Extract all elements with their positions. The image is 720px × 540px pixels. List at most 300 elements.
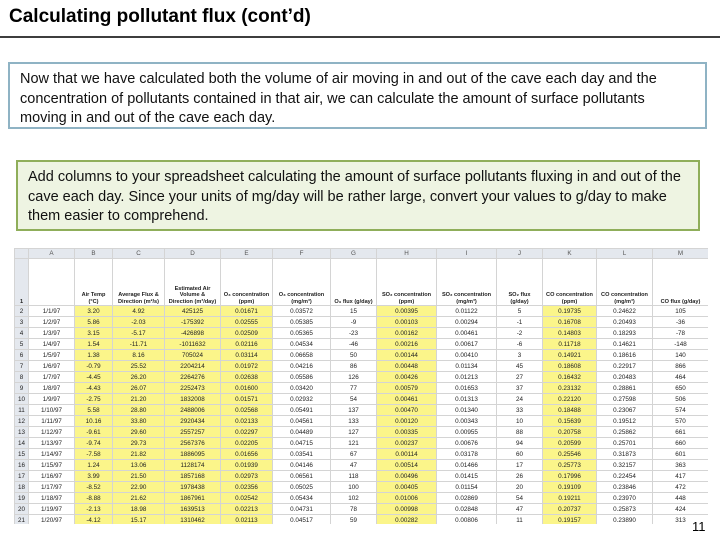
data-cell: -9.61 [75, 427, 113, 438]
data-cell: 5 [497, 306, 543, 317]
data-cell: 0.00998 [377, 504, 437, 515]
data-cell: -0.79 [75, 361, 113, 372]
data-cell: 0.01571 [221, 394, 273, 405]
data-cell: 0.15639 [543, 416, 597, 427]
data-cell: 0.02205 [221, 438, 273, 449]
data-cell: 3.99 [75, 471, 113, 482]
data-cell: 10.16 [75, 416, 113, 427]
title-underline [0, 36, 720, 38]
data-cell: 0.04715 [273, 438, 331, 449]
data-cell: 0.03572 [273, 306, 331, 317]
data-cell: 0.22454 [597, 471, 653, 482]
table-row [15, 361, 709, 372]
data-cell: 464 [653, 372, 709, 383]
date-cell: 1/7/97 [29, 372, 75, 383]
data-cell: 417 [653, 471, 709, 482]
column-letter: G [331, 249, 377, 259]
row-number: 17 [15, 471, 29, 482]
data-cell: 0.02113 [221, 515, 273, 525]
data-cell: 0.20599 [543, 438, 597, 449]
data-cell: 1886095 [165, 449, 221, 460]
data-cell: 472 [653, 482, 709, 493]
data-cell: 2567376 [165, 438, 221, 449]
data-cell: 0.00448 [377, 361, 437, 372]
data-cell: 0.00162 [377, 328, 437, 339]
data-cell: 0.00617 [437, 339, 497, 350]
data-cell: 0.00496 [377, 471, 437, 482]
spreadsheet-body [15, 249, 709, 525]
data-cell: 0.03178 [437, 449, 497, 460]
data-cell: 0.00470 [377, 405, 437, 416]
data-cell: -11.71 [113, 339, 165, 350]
data-cell: 47 [331, 460, 377, 471]
row-number: 1 [15, 259, 29, 306]
row-number: 14 [15, 438, 29, 449]
data-cell: 26 [497, 471, 543, 482]
date-cell: 1/3/97 [29, 328, 75, 339]
data-cell: 0.03114 [221, 350, 273, 361]
data-cell: 0.00343 [437, 416, 497, 427]
data-cell: 0.01415 [437, 471, 497, 482]
data-cell: -2.13 [75, 504, 113, 515]
date-cell: 1/15/97 [29, 460, 75, 471]
data-cell: -36 [653, 317, 709, 328]
data-cell: 13.06 [113, 460, 165, 471]
row-number: 15 [15, 449, 29, 460]
table-row [15, 449, 709, 460]
data-cell: 0.04146 [273, 460, 331, 471]
column-letter: M [653, 249, 709, 259]
data-cell: 0.23067 [597, 405, 653, 416]
data-cell: 25.52 [113, 361, 165, 372]
date-cell: 1/13/97 [29, 438, 75, 449]
data-cell: 137 [331, 405, 377, 416]
data-cell: 0.02356 [221, 482, 273, 493]
data-cell: 0.01006 [377, 493, 437, 504]
date-cell: 1/5/97 [29, 350, 75, 361]
data-cell: 0.06561 [273, 471, 331, 482]
data-cell: 0.19512 [597, 416, 653, 427]
data-cell: 0.01466 [437, 460, 497, 471]
data-cell: 0.18608 [543, 361, 597, 372]
table-row [15, 372, 709, 383]
data-cell: 105 [653, 306, 709, 317]
column-letter: B [75, 249, 113, 259]
data-cell: 0.01939 [221, 460, 273, 471]
data-cell: 54 [497, 493, 543, 504]
data-cell: -6 [497, 339, 543, 350]
date-cell: 1/18/97 [29, 493, 75, 504]
data-cell: 0.27598 [597, 394, 653, 405]
date-cell: 1/19/97 [29, 504, 75, 515]
data-cell: 5.58 [75, 405, 113, 416]
data-cell: 0.04489 [273, 427, 331, 438]
data-cell: 0.25773 [543, 460, 597, 471]
data-cell: 54 [331, 394, 377, 405]
data-cell: 0.05385 [273, 317, 331, 328]
row-number: 6 [15, 350, 29, 361]
data-cell: 0.02116 [221, 339, 273, 350]
data-cell: 0.01671 [221, 306, 273, 317]
data-cell: 3 [497, 350, 543, 361]
data-cell: 86 [331, 361, 377, 372]
data-cell: 118 [331, 471, 377, 482]
data-cell: 0.02848 [437, 504, 497, 515]
date-cell: 1/17/97 [29, 482, 75, 493]
data-cell: 0.04561 [273, 416, 331, 427]
row-number: 16 [15, 460, 29, 471]
data-cell: 0.00461 [437, 328, 497, 339]
data-cell: 574 [653, 405, 709, 416]
data-cell: 77 [331, 383, 377, 394]
column-header: SO₂ flux (g/day) [497, 259, 543, 306]
data-cell: 3.20 [75, 306, 113, 317]
data-cell: 2204214 [165, 361, 221, 372]
data-cell: -78 [653, 328, 709, 339]
row-number: 8 [15, 372, 29, 383]
data-cell: 0.23890 [597, 515, 653, 525]
table-row [15, 515, 709, 525]
data-cell: 21.20 [113, 394, 165, 405]
data-cell: 0.02638 [221, 372, 273, 383]
data-cell: 650 [653, 383, 709, 394]
column-header: CO concentration (mg/m³) [597, 259, 653, 306]
data-cell: 0.01600 [221, 383, 273, 394]
date-cell: 1/1/97 [29, 306, 75, 317]
date-cell: 1/2/97 [29, 317, 75, 328]
data-cell: 0.05365 [273, 328, 331, 339]
data-cell: 60 [497, 449, 543, 460]
data-cell: 0.20737 [543, 504, 597, 515]
data-cell: 0.02932 [273, 394, 331, 405]
data-cell: 1832008 [165, 394, 221, 405]
data-cell: 0.00282 [377, 515, 437, 525]
data-cell: 102 [331, 493, 377, 504]
column-header: SO₂ concentration (mg/m³) [437, 259, 497, 306]
data-cell: 126 [331, 372, 377, 383]
table-row [15, 493, 709, 504]
data-cell: 0.04517 [273, 515, 331, 525]
data-cell: 0.31873 [597, 449, 653, 460]
column-header: CO flux (g/day) [653, 259, 709, 306]
data-cell: -148 [653, 339, 709, 350]
data-cell: 0.19109 [543, 482, 597, 493]
data-cell: 0.01134 [437, 361, 497, 372]
table-row [15, 416, 709, 427]
data-cell: -2 [497, 328, 543, 339]
row-number: 21 [15, 515, 29, 525]
column-header: SO₂ concentration (ppm) [377, 259, 437, 306]
data-cell: 2920434 [165, 416, 221, 427]
date-cell: 1/12/97 [29, 427, 75, 438]
data-cell: -9.74 [75, 438, 113, 449]
data-cell: 0.01972 [221, 361, 273, 372]
data-cell: 0.25862 [597, 427, 653, 438]
date-cell: 1/14/97 [29, 449, 75, 460]
data-cell: 0.23970 [597, 493, 653, 504]
data-cell: 33.80 [113, 416, 165, 427]
table-row [15, 438, 709, 449]
data-cell: -5.17 [113, 328, 165, 339]
column-letter: H [377, 249, 437, 259]
column-letter: I [437, 249, 497, 259]
data-cell: 0.05434 [273, 493, 331, 504]
table-row [15, 317, 709, 328]
data-cell: -7.58 [75, 449, 113, 460]
data-cell: -1011632 [165, 339, 221, 350]
data-cell: 18.98 [113, 504, 165, 515]
data-cell: 0.18293 [597, 328, 653, 339]
data-cell: 1978438 [165, 482, 221, 493]
data-cell: -2.03 [113, 317, 165, 328]
data-cell: 0.02869 [437, 493, 497, 504]
data-cell: 0.00410 [437, 350, 497, 361]
row-number: 2 [15, 306, 29, 317]
data-cell: 0.19211 [543, 493, 597, 504]
row-number: 9 [15, 383, 29, 394]
data-cell: 0.17996 [543, 471, 597, 482]
data-cell: 0.25546 [543, 449, 597, 460]
data-cell: 88 [497, 427, 543, 438]
data-cell: 3.15 [75, 328, 113, 339]
table-row [15, 482, 709, 493]
column-letter: A [29, 249, 75, 259]
row-number: 4 [15, 328, 29, 339]
table-row [15, 504, 709, 515]
column-header [29, 259, 75, 306]
data-cell: 0.00461 [377, 394, 437, 405]
data-cell: 0.24622 [597, 306, 653, 317]
data-cell: -2.75 [75, 394, 113, 405]
data-cell: 0.22120 [543, 394, 597, 405]
data-cell: 0.16432 [543, 372, 597, 383]
date-cell: 1/20/97 [29, 515, 75, 525]
data-cell: -46 [331, 339, 377, 350]
column-letter: K [543, 249, 597, 259]
row-number: 20 [15, 504, 29, 515]
row-number: 7 [15, 361, 29, 372]
data-cell: 0.16708 [543, 317, 597, 328]
data-cell: 0.28861 [597, 383, 653, 394]
data-cell: 0.00426 [377, 372, 437, 383]
data-cell: 1639513 [165, 504, 221, 515]
data-cell: -4.45 [75, 372, 113, 383]
data-cell: -9 [331, 317, 377, 328]
data-cell: 0.11718 [543, 339, 597, 350]
intro-text-box: Now that we have calculated both the volume of air moving in and out of the cave each day and the concentration of pollutants contained in that air, we can calculate the amount of surface pollutants moving in and out of the cave each day. [8, 62, 707, 129]
column-header: O₃ concentration (mg/m³) [273, 259, 331, 306]
column-header: CO concentration (ppm) [543, 259, 597, 306]
data-cell: 24 [497, 394, 543, 405]
data-cell: -1 [497, 317, 543, 328]
data-cell: -426898 [165, 328, 221, 339]
table-row [15, 427, 709, 438]
data-cell: 0.22917 [597, 361, 653, 372]
data-cell: 78 [331, 504, 377, 515]
data-cell: 0.03420 [273, 383, 331, 394]
data-cell: 0.23132 [543, 383, 597, 394]
column-header: Air Temp (°C) [75, 259, 113, 306]
data-cell: 59 [331, 515, 377, 525]
data-cell: 21.50 [113, 471, 165, 482]
data-cell: 15 [331, 306, 377, 317]
data-cell: 0.01340 [437, 405, 497, 416]
data-cell: 0.00806 [437, 515, 497, 525]
data-cell: -175392 [165, 317, 221, 328]
data-cell: 660 [653, 438, 709, 449]
data-cell: 140 [653, 350, 709, 361]
column-letter: E [221, 249, 273, 259]
column-letter: L [597, 249, 653, 259]
data-cell: 0.25701 [597, 438, 653, 449]
data-cell: 0.14921 [543, 350, 597, 361]
data-cell: 27 [497, 372, 543, 383]
data-cell: 0.06658 [273, 350, 331, 361]
table-row [15, 394, 709, 405]
column-letter: C [113, 249, 165, 259]
data-cell: -23 [331, 328, 377, 339]
table-row [15, 328, 709, 339]
data-cell: 45 [497, 361, 543, 372]
data-cell: 0.32157 [597, 460, 653, 471]
data-cell: 424 [653, 504, 709, 515]
data-cell: 94 [497, 438, 543, 449]
data-cell: -4.12 [75, 515, 113, 525]
data-cell: 0.05586 [273, 372, 331, 383]
data-cell: 0.02213 [221, 504, 273, 515]
column-header: Estimated Air Volume & Direction (m³/day) [165, 259, 221, 306]
data-cell: 26.20 [113, 372, 165, 383]
data-cell: 0.02973 [221, 471, 273, 482]
data-cell: 26.07 [113, 383, 165, 394]
data-cell: -4.43 [75, 383, 113, 394]
data-cell: 29.73 [113, 438, 165, 449]
data-cell: 0.02555 [221, 317, 273, 328]
table-row [15, 460, 709, 471]
data-cell: 1.54 [75, 339, 113, 350]
data-cell: 127 [331, 427, 377, 438]
data-cell: 0.00579 [377, 383, 437, 394]
data-cell: 21.62 [113, 493, 165, 504]
data-cell: 0.05025 [273, 482, 331, 493]
data-cell: 0.00395 [377, 306, 437, 317]
data-cell: 0.23846 [597, 482, 653, 493]
column-letter: D [165, 249, 221, 259]
data-cell: 0.14621 [597, 339, 653, 350]
data-cell: 1.38 [75, 350, 113, 361]
data-cell: 425125 [165, 306, 221, 317]
data-cell: 0.00216 [377, 339, 437, 350]
data-cell: 1857168 [165, 471, 221, 482]
data-cell: 4.92 [113, 306, 165, 317]
data-cell: 2264276 [165, 372, 221, 383]
data-cell: 0.20493 [597, 317, 653, 328]
table-row [15, 350, 709, 361]
data-cell: 363 [653, 460, 709, 471]
data-cell: 0.02509 [221, 328, 273, 339]
data-cell: 20 [497, 482, 543, 493]
data-cell: 50 [331, 350, 377, 361]
data-cell: 506 [653, 394, 709, 405]
data-cell: 2488006 [165, 405, 221, 416]
data-cell: 1.24 [75, 460, 113, 471]
data-cell: 0.00335 [377, 427, 437, 438]
date-cell: 1/4/97 [29, 339, 75, 350]
data-cell: 0.02297 [221, 427, 273, 438]
data-cell: 0.02542 [221, 493, 273, 504]
data-cell: 0.02568 [221, 405, 273, 416]
data-cell: 1867961 [165, 493, 221, 504]
column-header: Average Flux & Direction (m²/s) [113, 259, 165, 306]
data-cell: 0.03541 [273, 449, 331, 460]
column-header: O₃ concentration (ppm) [221, 259, 273, 306]
data-cell: 0.25873 [597, 504, 653, 515]
data-cell: 448 [653, 493, 709, 504]
data-cell: 2557257 [165, 427, 221, 438]
data-cell: 0.18488 [543, 405, 597, 416]
data-cell: 0.00114 [377, 449, 437, 460]
column-letter: J [497, 249, 543, 259]
row-number: 5 [15, 339, 29, 350]
data-cell: 0.00514 [377, 460, 437, 471]
data-cell: -8.88 [75, 493, 113, 504]
data-cell: 570 [653, 416, 709, 427]
data-cell: 0.00120 [377, 416, 437, 427]
data-cell: 0.20483 [597, 372, 653, 383]
data-cell: 0.05491 [273, 405, 331, 416]
data-cell: 0.02133 [221, 416, 273, 427]
data-cell: 21.82 [113, 449, 165, 460]
data-cell: 661 [653, 427, 709, 438]
table-row [15, 339, 709, 350]
corner-cell [15, 249, 29, 259]
data-cell: 33 [497, 405, 543, 416]
spreadsheet [14, 248, 708, 524]
data-cell: 0.00294 [437, 317, 497, 328]
data-cell: 0.14803 [543, 328, 597, 339]
data-cell: 0.04534 [273, 339, 331, 350]
slide-title: Calculating pollutant flux (cont’d) [9, 6, 311, 27]
row-number: 3 [15, 317, 29, 328]
column-letter-row [15, 249, 709, 259]
row-number: 10 [15, 394, 29, 405]
instruction-text-box: Add columns to your spreadsheet calculating the amount of surface pollutants fluxing in and out of the cave each day. Since your units of mg/day will be rather large, convert your values to g/day to make them easier to comprehend. [16, 160, 700, 231]
data-cell: 10 [497, 416, 543, 427]
data-cell: 28.80 [113, 405, 165, 416]
date-cell: 1/8/97 [29, 383, 75, 394]
data-cell: 11 [497, 515, 543, 525]
data-cell: 705024 [165, 350, 221, 361]
date-cell: 1/11/97 [29, 416, 75, 427]
data-cell: 121 [331, 438, 377, 449]
data-cell: 0.00405 [377, 482, 437, 493]
data-cell: 100 [331, 482, 377, 493]
data-cell: 0.19157 [543, 515, 597, 525]
data-cell: 0.01653 [437, 383, 497, 394]
data-cell: 37 [497, 383, 543, 394]
data-cell: 8.16 [113, 350, 165, 361]
data-cell: 2252473 [165, 383, 221, 394]
data-cell: 47 [497, 504, 543, 515]
row-number: 11 [15, 405, 29, 416]
data-cell: 0.04216 [273, 361, 331, 372]
column-letter: F [273, 249, 331, 259]
data-cell: 866 [653, 361, 709, 372]
data-cell: 67 [331, 449, 377, 460]
header-row [15, 259, 709, 306]
data-cell: 1128174 [165, 460, 221, 471]
data-cell: 133 [331, 416, 377, 427]
